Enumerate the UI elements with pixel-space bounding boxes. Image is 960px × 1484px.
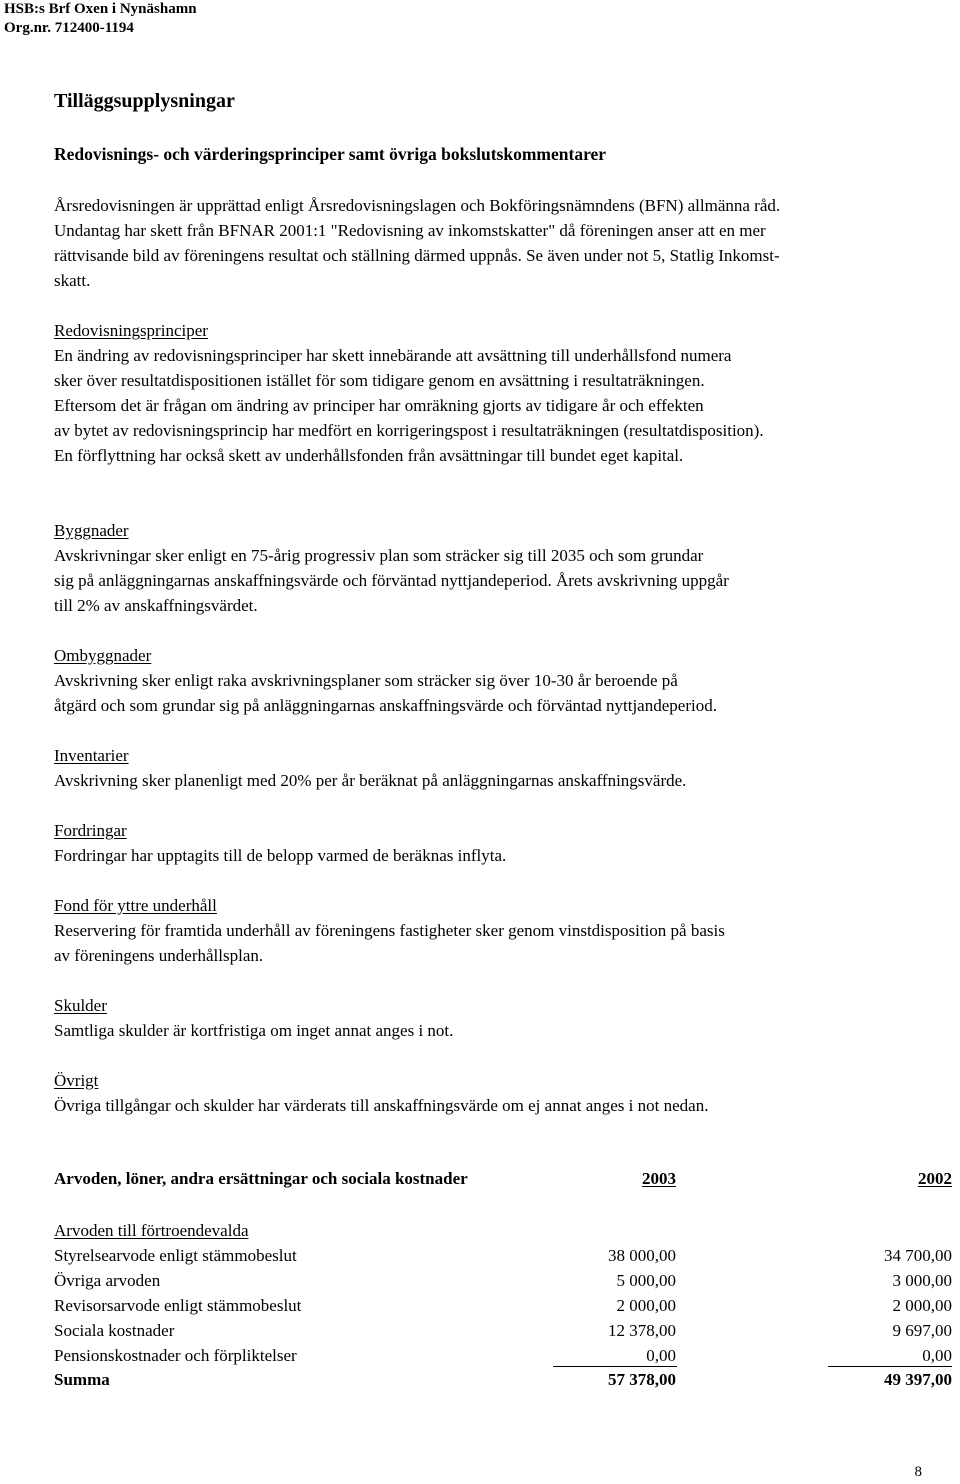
table-row	[54, 1268, 954, 1293]
section-line: En förflyttning har också skett av underhållsfonden från avsättningar till bundet eget kapital.	[54, 446, 684, 465]
org-number: Org.nr. 712400-1194	[4, 20, 134, 36]
intro-line: rättvisande bild av föreningens resultat och ställning därmed uppnås. Se även under not 5, Statlig Inkomst-	[54, 246, 780, 265]
total-label: Summa	[54, 1370, 110, 1389]
intro-line: Undantag har skett från BFNAR 2001:1 "Redovisning av inkomstskatter" då föreningen anser att en mer	[54, 221, 766, 240]
section-heading-fordringar: Fordringar	[54, 821, 127, 840]
section-line: till 2% av anskaffningsvärdet.	[54, 596, 258, 615]
section-line: sig på anläggningarnas anskaffningsvärde och förväntad nyttjandeperiod. Årets avskrivning uppgår	[54, 571, 729, 590]
section-line: En ändring av redovisningsprinciper har skett innebärande att avsättning till underhållsfond numera	[54, 346, 732, 365]
col-2003: 2003	[642, 1169, 676, 1188]
row-label: Styrelsearvode enligt stämmobeslut	[54, 1246, 297, 1265]
section-heading-ovrigt: Övrigt	[54, 1071, 99, 1090]
table-row	[54, 1318, 954, 1343]
section-heading-fond: Fond för yttre underhåll	[54, 896, 217, 915]
section-line: sker över resultatdispositionen istället för som tidigare genom en avsättning i resultaträkningen.	[54, 371, 705, 390]
total-value-2003: 57 378,00	[608, 1370, 676, 1389]
section-line: av bytet av redovisningsprincip har medfört en korrigeringspost i resultaträkningen (resultatdisposition).	[54, 421, 764, 440]
section-line: av föreningens underhållsplan.	[54, 946, 264, 965]
section-line: Avskrivning sker planenligt med 20% per år beräknat på anläggningarnas anskaffningsvärde.	[54, 771, 687, 790]
section-line: Fordringar har upptagits till de belopp varmed de beräknas inflyta.	[54, 846, 507, 865]
row-label: Övriga arvoden	[54, 1271, 161, 1290]
row-value-2003: 5 000,00	[616, 1271, 676, 1290]
table-row	[54, 1343, 954, 1368]
total-value-2002: 49 397,00	[884, 1370, 952, 1389]
row-label: Pensionskostnader och förpliktelser	[54, 1346, 297, 1365]
row-value-2002: 0,00	[922, 1346, 952, 1365]
section-line: Samtliga skulder är kortfristiga om inget annat anges i not.	[54, 1021, 454, 1040]
intro-line: skatt.	[54, 271, 91, 290]
row-value-2002: 3 000,00	[892, 1271, 952, 1290]
section-line: Reservering för framtida underhåll av föreningens fastigheter sker genom vinstdisposition på basis	[54, 921, 725, 940]
table-row	[54, 1293, 954, 1318]
table-heading: Arvoden, löner, andra ersättningar och sociala kostnader	[54, 1169, 468, 1188]
row-value-2002: 2 000,00	[892, 1296, 952, 1315]
row-value-2002: 34 700,00	[884, 1246, 952, 1265]
section-heading-ombyggnader: Ombyggnader	[54, 646, 152, 665]
section-line: åtgärd och som grundar sig på anläggningarnas anskaffningsvärde och förväntad nyttjandeperiod.	[54, 696, 717, 715]
section-heading-redovisningsprinciper: Redovisningsprinciper	[54, 321, 208, 340]
row-value-2002: 9 697,00	[892, 1321, 952, 1340]
table-total-row	[54, 1367, 954, 1392]
section-heading-skulder: Skulder	[54, 996, 107, 1015]
row-label: Sociala kostnader	[54, 1321, 175, 1340]
page-title: Tilläggsupplysningar	[54, 90, 235, 112]
section-heading-byggnader: Byggnader	[54, 521, 129, 540]
table-subheading: Arvoden till förtroendevalda	[54, 1221, 249, 1240]
row-value-2003: 12 378,00	[608, 1321, 676, 1340]
section-line: Avskrivningar sker enligt en 75-årig progressiv plan som sträcker sig till 2035 och som grundar	[54, 546, 704, 565]
section-heading-inventarier: Inventarier	[54, 746, 129, 765]
intro-line: Årsredovisningen är upprättad enligt Årsredovisningslagen och Bokföringsnämndens (BFN) allmänna råd.	[54, 196, 781, 215]
section-subtitle: Redovisnings- och värderingsprinciper samt övriga bokslutskommentarer	[54, 144, 607, 164]
page-number: 8	[914, 1464, 922, 1480]
row-value-2003: 0,00	[646, 1346, 676, 1365]
table-row	[54, 1243, 954, 1268]
table-subheading-row	[54, 1218, 954, 1243]
row-value-2003: 38 000,00	[608, 1246, 676, 1265]
section-line: Övriga tillgångar och skulder har värderats till anskaffningsvärde om ej annat anges i not nedan.	[54, 1096, 709, 1115]
section-line: Eftersom det är frågan om ändring av principer har omräkning gjorts av tidigare år och effekten	[54, 396, 704, 415]
org-name: HSB:s Brf Oxen i Nynäshamn	[4, 1, 197, 17]
row-label: Revisorsarvode enligt stämmobeslut	[54, 1296, 302, 1315]
col-2002: 2002	[918, 1169, 952, 1188]
section-line: Avskrivning sker enligt raka avskrivningsplaner som sträcker sig över 10-30 år beroende på	[54, 671, 678, 690]
row-value-2003: 2 000,00	[616, 1296, 676, 1315]
table-header	[54, 1166, 954, 1191]
